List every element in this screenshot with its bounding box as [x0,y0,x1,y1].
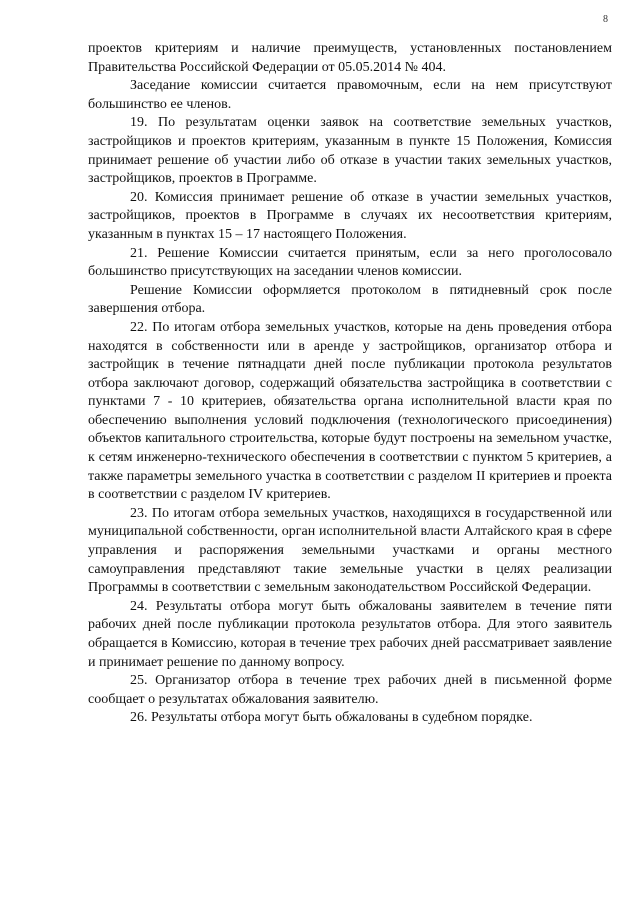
page-number: 8 [603,14,608,25]
paragraph-protocol: Решение Комиссии оформляется протоколом в пятидневный срок после завершения отбора. [88,282,612,317]
paragraph-19: 19. По результатам оценки заявок на соответствие земельных участков, застройщиков и проектов критериям, указанным в пункте 15 Положения, Комиссия принимает решение об участии либо об отказе в участии таких земельных участков, застройщиков, проектов в Программе. [88,115,612,187]
paragraph-26: 26. Результаты отбора могут быть обжалованы в судебном порядке. [130,710,533,726]
paragraph-25: 25. Организатор отбора в течение трех рабочих дней в письменной форме сообщает о результатах обжалования заявителю. [88,673,612,707]
paragraph-23: 23. По итогам отбора земельных участков, находящихся в государственной или муниципальной собственности, орган исполнительной власти Алтайского края в сфере управления и распоряжения земельными участками и органы местного самоуправления представляют такие земельные участки в целях реализации Программы в соответствии с земельным законодательством Российской Федерации. [88,505,612,596]
paragraph-quorum: Заседание комиссии считается правомочным, если на нем присутствуют большинство ее членов. [88,78,612,112]
paragraph-continuation: проектов критериям и наличие преимуществ, установленных постановлением Правительства Российской Федерации от 05.05.2014 № 404. [88,41,612,75]
paragraph-24: 24. Результаты отбора могут быть обжалованы заявителем в течение пяти рабочих дней после публикации протокола результатов отбора. Для этого заявитель обращается в Комиссию, которая в течение трех рабочих дней рассматривает заявление и принимает решение по данному вопросу. [88,598,612,670]
paragraph-22: 22. По итогам отбора земельных участков, которые на день проведения отбора находятся в собственности или в аренде у застройщиков, организатор отбора и застройщик в течение пятнадцати дней после публикации протокола результатов отбора заключают договор, содержащий обязательства застройщика в соответствии с пунктами 7 - 10 критериев, обязательства органа исполнительной власти края по обеспечению выполнения условий подключения (технологического присоединения) объектов капитального строительства, которые будут построены на земельном участке, к сетям инженерно-технического обеспечения в соответствии с пунктом 5 критериев, а также параметры земельного участка в соответствии с разделом II критериев и проекта в соответствии с разделом IV критериев. [88,319,612,503]
paragraph-20: 20. Комиссия принимает решение об отказе в участии земельных участков, застройщиков, проектов в Программе в случаях их несоответствия критериям, указанным в пунктах 15 – 17 настоящего Положения. [88,189,612,242]
paragraph-21: 21. Решение Комиссии считается принятым, если за него проголосовало большинство присутствующих на заседании членов комиссии. [88,245,612,280]
document-body [88,40,612,728]
